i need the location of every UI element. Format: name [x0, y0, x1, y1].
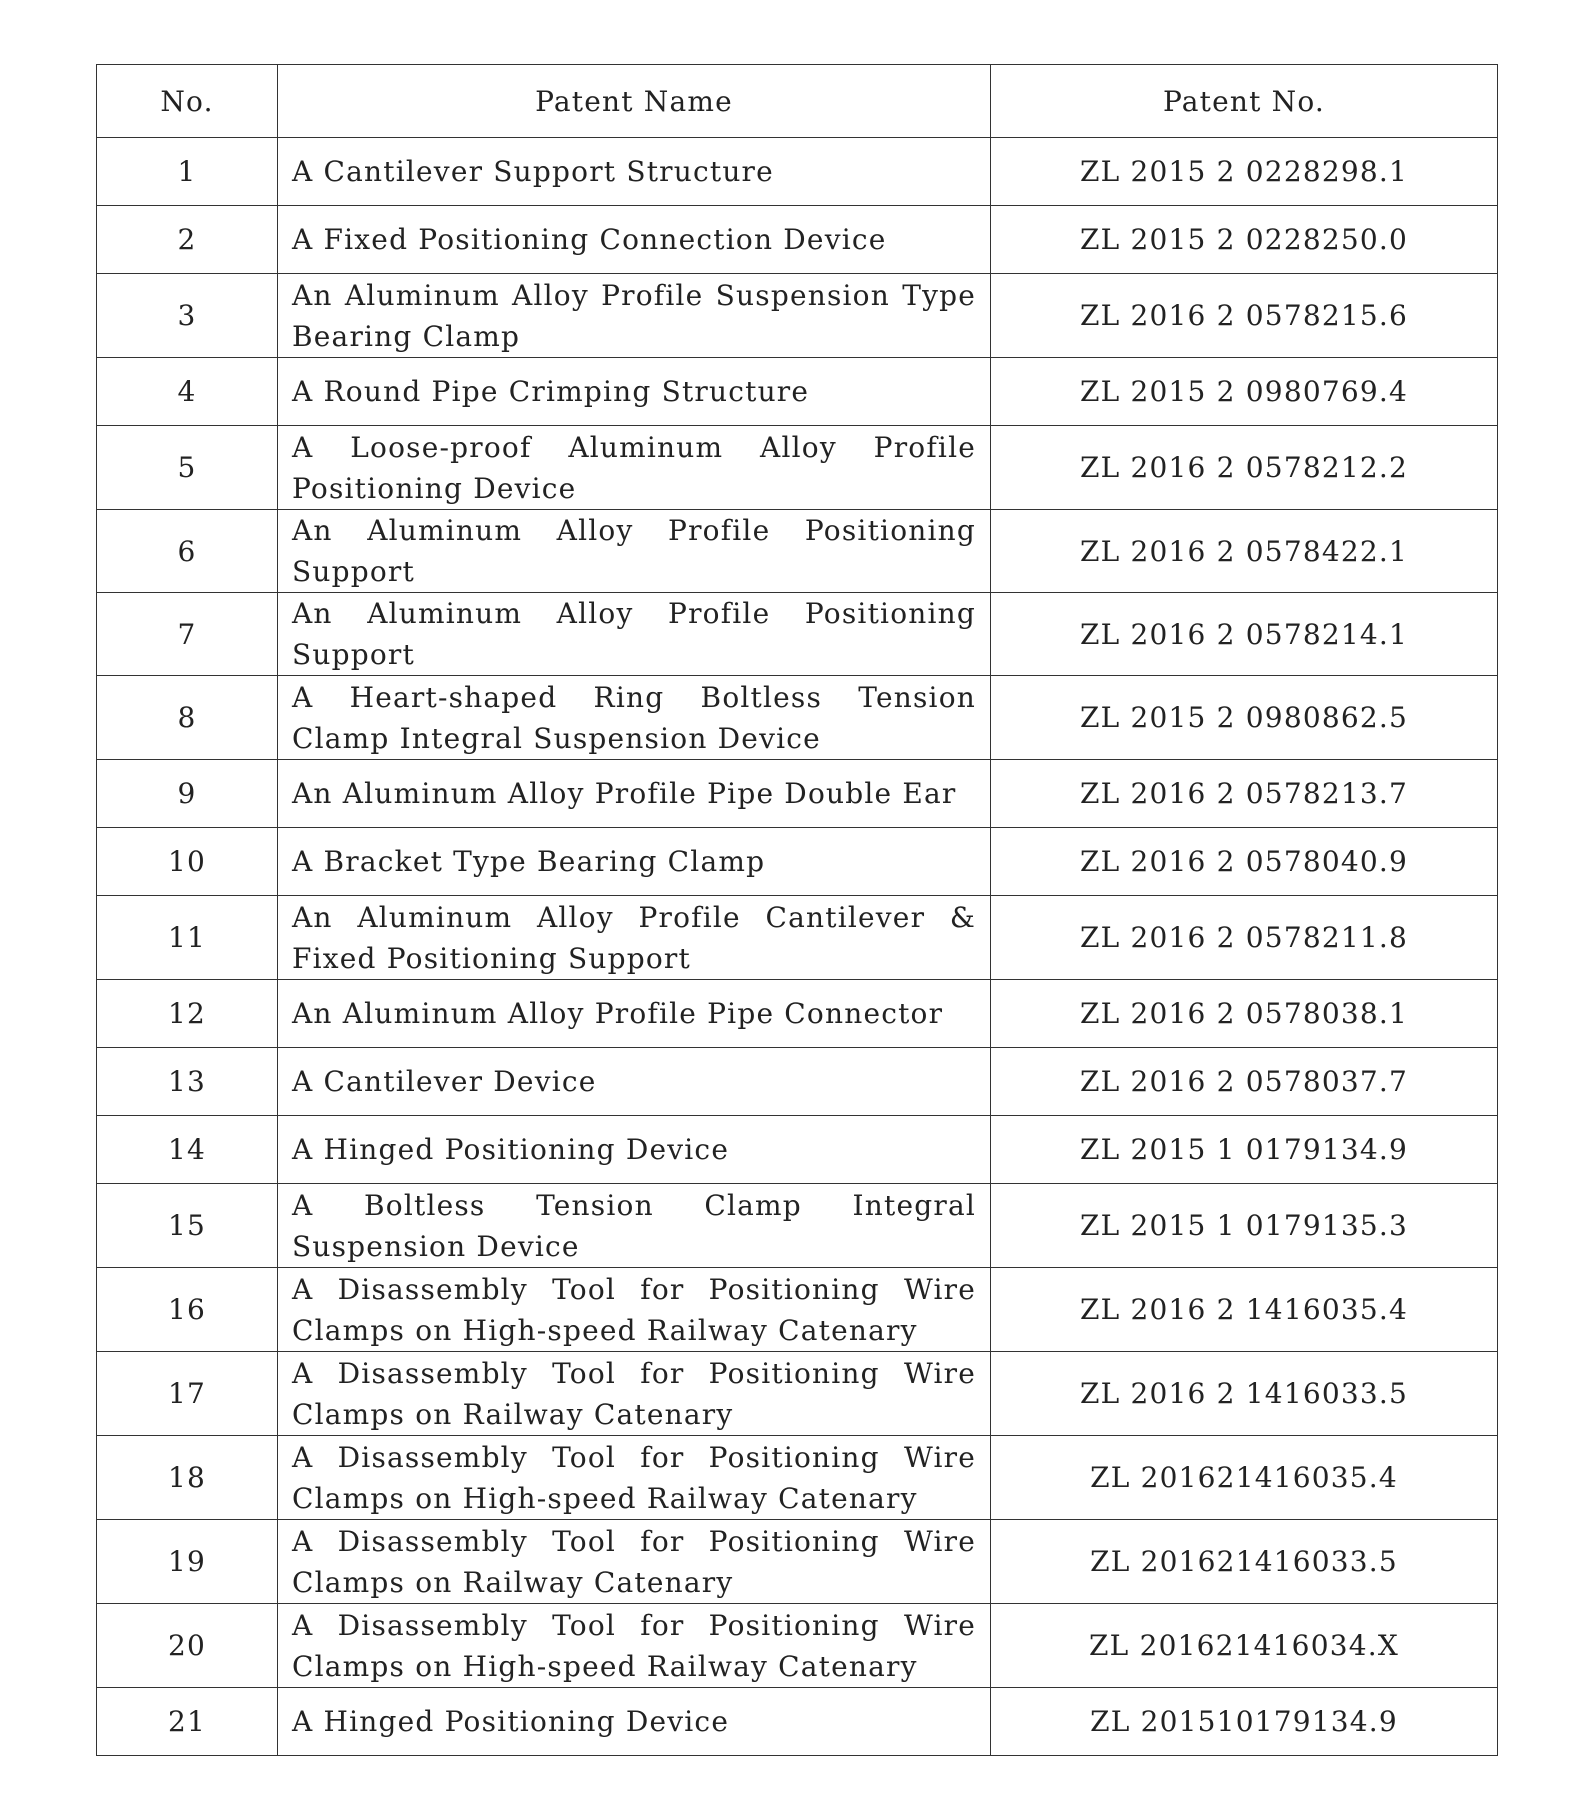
row-patent-name: A Disassembly Tool for Positioning Wire Clamps on High-speed Railway Catenary: [278, 1268, 991, 1352]
row-no: 9: [97, 760, 278, 828]
row-no: 16: [97, 1268, 278, 1352]
row-patent-name: A Round Pipe Crimping Structure: [278, 358, 991, 426]
row-no: 7: [97, 593, 278, 676]
row-patent-no: ZL 2016 2 0578211.8: [991, 896, 1498, 980]
row-no: 17: [97, 1352, 278, 1436]
row-patent-name: An Aluminum Alloy Profile Cantilever & Fixed Positioning Support: [278, 896, 991, 980]
row-patent-name: A Hinged Positioning Device: [278, 1688, 991, 1756]
row-no: 1: [97, 138, 278, 206]
table-header-row: [97, 65, 1498, 138]
table-row: [97, 274, 1498, 358]
row-patent-no: ZL 201621416035.4: [991, 1436, 1498, 1520]
row-patent-name: A Disassembly Tool for Positioning Wire Clamps on High-speed Railway Catenary: [278, 1604, 991, 1688]
row-patent-name: An Aluminum Alloy Profile Suspension Type Bearing Clamp: [278, 274, 991, 358]
table-row: [97, 760, 1498, 828]
row-patent-no: ZL 2015 1 0179134.9: [991, 1116, 1498, 1184]
row-no: 21: [97, 1688, 278, 1756]
row-no: 5: [97, 426, 278, 510]
row-patent-name: A Bracket Type Bearing Clamp: [278, 828, 991, 896]
table-row: [97, 1520, 1498, 1604]
row-patent-no: ZL 201621416034.X: [991, 1604, 1498, 1688]
row-patent-name: An Aluminum Alloy Profile Positioning Support: [278, 510, 991, 593]
row-no: 15: [97, 1184, 278, 1268]
row-patent-name: A Loose-proof Aluminum Alloy Profile Positioning Device: [278, 426, 991, 510]
row-patent-name: An Aluminum Alloy Profile Positioning Support: [278, 593, 991, 676]
table-row: [97, 1116, 1498, 1184]
row-no: 4: [97, 358, 278, 426]
row-patent-no: ZL 2015 2 0228298.1: [991, 138, 1498, 206]
row-patent-no: ZL 2015 1 0179135.3: [991, 1184, 1498, 1268]
row-no: 11: [97, 896, 278, 980]
row-patent-no: ZL 2016 2 0578038.1: [991, 980, 1498, 1048]
table-row: [97, 1688, 1498, 1756]
table-row: [97, 206, 1498, 274]
table-row: [97, 593, 1498, 676]
row-no: 6: [97, 510, 278, 593]
table-row: [97, 828, 1498, 896]
row-patent-name: A Fixed Positioning Connection Device: [278, 206, 991, 274]
table-row: [97, 1604, 1498, 1688]
row-patent-no: ZL 201621416033.5: [991, 1520, 1498, 1604]
row-no: 12: [97, 980, 278, 1048]
table-row: [97, 1268, 1498, 1352]
row-patent-no: ZL 2016 2 1416033.5: [991, 1352, 1498, 1436]
row-patent-name: A Cantilever Device: [278, 1048, 991, 1116]
row-no: 8: [97, 676, 278, 760]
row-no: 14: [97, 1116, 278, 1184]
row-no: 2: [97, 206, 278, 274]
row-no: 10: [97, 828, 278, 896]
row-no: 13: [97, 1048, 278, 1116]
row-patent-no: ZL 2016 2 0578215.6: [991, 274, 1498, 358]
table-row: [97, 1436, 1498, 1520]
row-patent-no: ZL 2015 2 0980862.5: [991, 676, 1498, 760]
row-patent-name: A Heart-shaped Ring Boltless Tension Clamp Integral Suspension Device: [278, 676, 991, 760]
header-no: No.: [97, 65, 278, 138]
row-patent-no: ZL 2016 2 0578422.1: [991, 510, 1498, 593]
row-patent-no: ZL 201510179134.9: [991, 1688, 1498, 1756]
row-patent-no: ZL 2016 2 0578037.7: [991, 1048, 1498, 1116]
table-row: [97, 1048, 1498, 1116]
row-patent-name: An Aluminum Alloy Profile Pipe Double Ear: [278, 760, 991, 828]
row-patent-no: ZL 2016 2 0578040.9: [991, 828, 1498, 896]
row-patent-name: A Cantilever Support Structure: [278, 138, 991, 206]
table-row: [97, 358, 1498, 426]
table-row: [97, 426, 1498, 510]
row-patent-name: A Disassembly Tool for Positioning Wire Clamps on Railway Catenary: [278, 1520, 991, 1604]
row-no: 19: [97, 1520, 278, 1604]
table-row: [97, 896, 1498, 980]
table-row: [97, 510, 1498, 593]
row-no: 18: [97, 1436, 278, 1520]
table-row: [97, 980, 1498, 1048]
row-patent-no: ZL 2016 2 0578214.1: [991, 593, 1498, 676]
row-patent-name: An Aluminum Alloy Profile Pipe Connector: [278, 980, 991, 1048]
header-patent-name: Patent Name: [278, 65, 991, 138]
row-patent-no: ZL 2016 2 0578213.7: [991, 760, 1498, 828]
row-patent-name: A Disassembly Tool for Positioning Wire Clamps on Railway Catenary: [278, 1352, 991, 1436]
table-row: [97, 1184, 1498, 1268]
table-row: [97, 1352, 1498, 1436]
row-no: 3: [97, 274, 278, 358]
header-patent-no: Patent No.: [991, 65, 1498, 138]
table-row: [97, 676, 1498, 760]
row-patent-name: A Hinged Positioning Device: [278, 1116, 991, 1184]
row-no: 20: [97, 1604, 278, 1688]
patent-table: [96, 64, 1498, 1756]
row-patent-no: ZL 2016 2 0578212.2: [991, 426, 1498, 510]
table-row: [97, 138, 1498, 206]
row-patent-name: A Disassembly Tool for Positioning Wire Clamps on High-speed Railway Catenary: [278, 1436, 991, 1520]
row-patent-no: ZL 2015 2 0980769.4: [991, 358, 1498, 426]
row-patent-no: ZL 2015 2 0228250.0: [991, 206, 1498, 274]
row-patent-no: ZL 2016 2 1416035.4: [991, 1268, 1498, 1352]
row-patent-name: A Boltless Tension Clamp Integral Suspension Device: [278, 1184, 991, 1268]
